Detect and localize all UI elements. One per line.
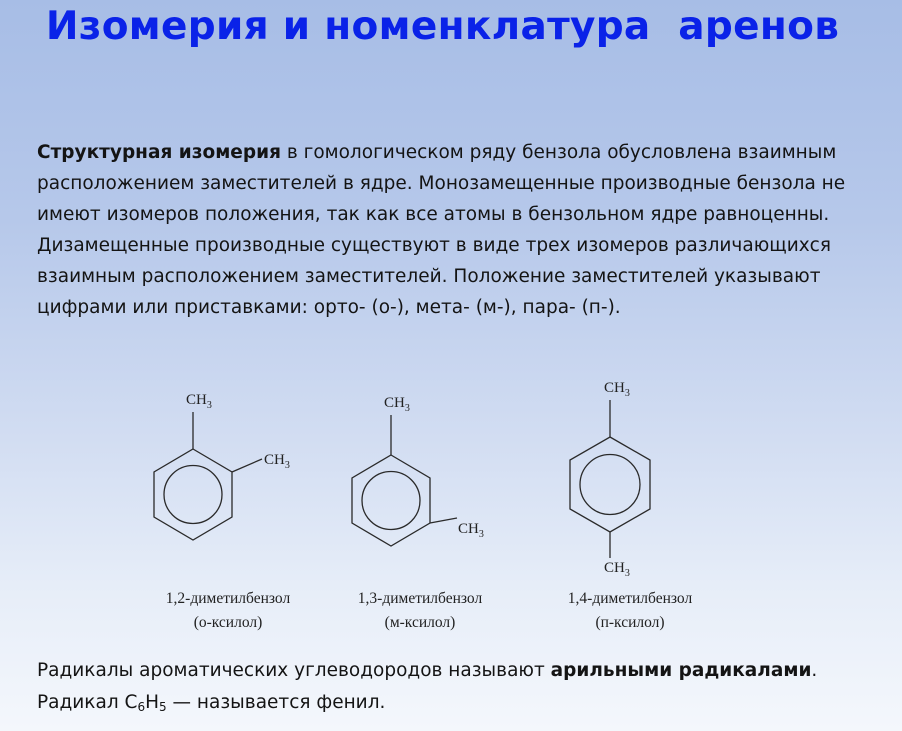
- meta-ch3-side: $CH_3$: [458, 521, 484, 540]
- ortho-benzene-ring: [154, 449, 232, 540]
- footer-formula-sub-6: 6: [137, 700, 146, 714]
- para-trivial-name: (п-ксилол): [595, 614, 665, 631]
- meta-trivial-name: (м-ксилол): [384, 614, 456, 631]
- xylene-structures: [0, 370, 902, 645]
- intro-text: в гомологическом ряду бензола обусловлена взаимным расположением заместителей в ядре. Монозамещенные производные бензола не имеют изомеров положения, так как все атомы в бензольном ядре равноценны. Дизамещенные производные существуют в виде трех изомеров различающихся взаимным расположением заместителей. Положение заместителей указывают цифрами или приставками: орто- (о-), мета- (м-), пара- (п-).: [37, 142, 846, 318]
- footer-line-1-bold: арильными радикалами: [550, 660, 812, 681]
- slide-title: Изомерия и номенклатура аренов: [45, 4, 840, 49]
- footer-formula-sub-5: 5: [159, 700, 167, 714]
- footer-formula-h: H: [145, 692, 160, 713]
- ortho-trivial-name: (о-ксилол): [193, 614, 263, 631]
- ortho-ch3-side: $CH_3$: [264, 452, 290, 471]
- meta-xylene-structure: [352, 395, 484, 631]
- intro-paragraph: [37, 137, 892, 323]
- footer-line-2: [37, 687, 892, 719]
- ortho-xylene-structure: [154, 392, 290, 631]
- para-ch3-top: $CH_3$: [604, 380, 630, 399]
- footer-formula-c: Радикал C: [37, 692, 138, 713]
- para-name: 1,4-диметилбензол: [567, 590, 693, 607]
- para-ch3-bottom: $CH_3$: [604, 560, 630, 579]
- para-xylene-structure: [568, 380, 693, 631]
- ortho-name: 1,2-диметилбензол: [165, 590, 291, 607]
- para-benzene-ring: [570, 437, 650, 532]
- meta-benzene-ring: [352, 455, 430, 546]
- ortho-ch3-top: $CH_3$: [186, 392, 212, 411]
- footer-line-1-text: Радикалы ароматических углеводородов называют: [37, 660, 551, 681]
- footer-line-2-text: — называется фенил.: [166, 692, 386, 713]
- meta-ch3-top: $CH_3$: [384, 395, 410, 414]
- footer-line-1-end: .: [811, 660, 818, 681]
- intro-bold-term: Структурная изомерия: [37, 142, 281, 163]
- footer-text: [37, 655, 892, 719]
- footer-line-1: [37, 655, 892, 687]
- meta-name: 1,3-диметилбензол: [357, 590, 483, 607]
